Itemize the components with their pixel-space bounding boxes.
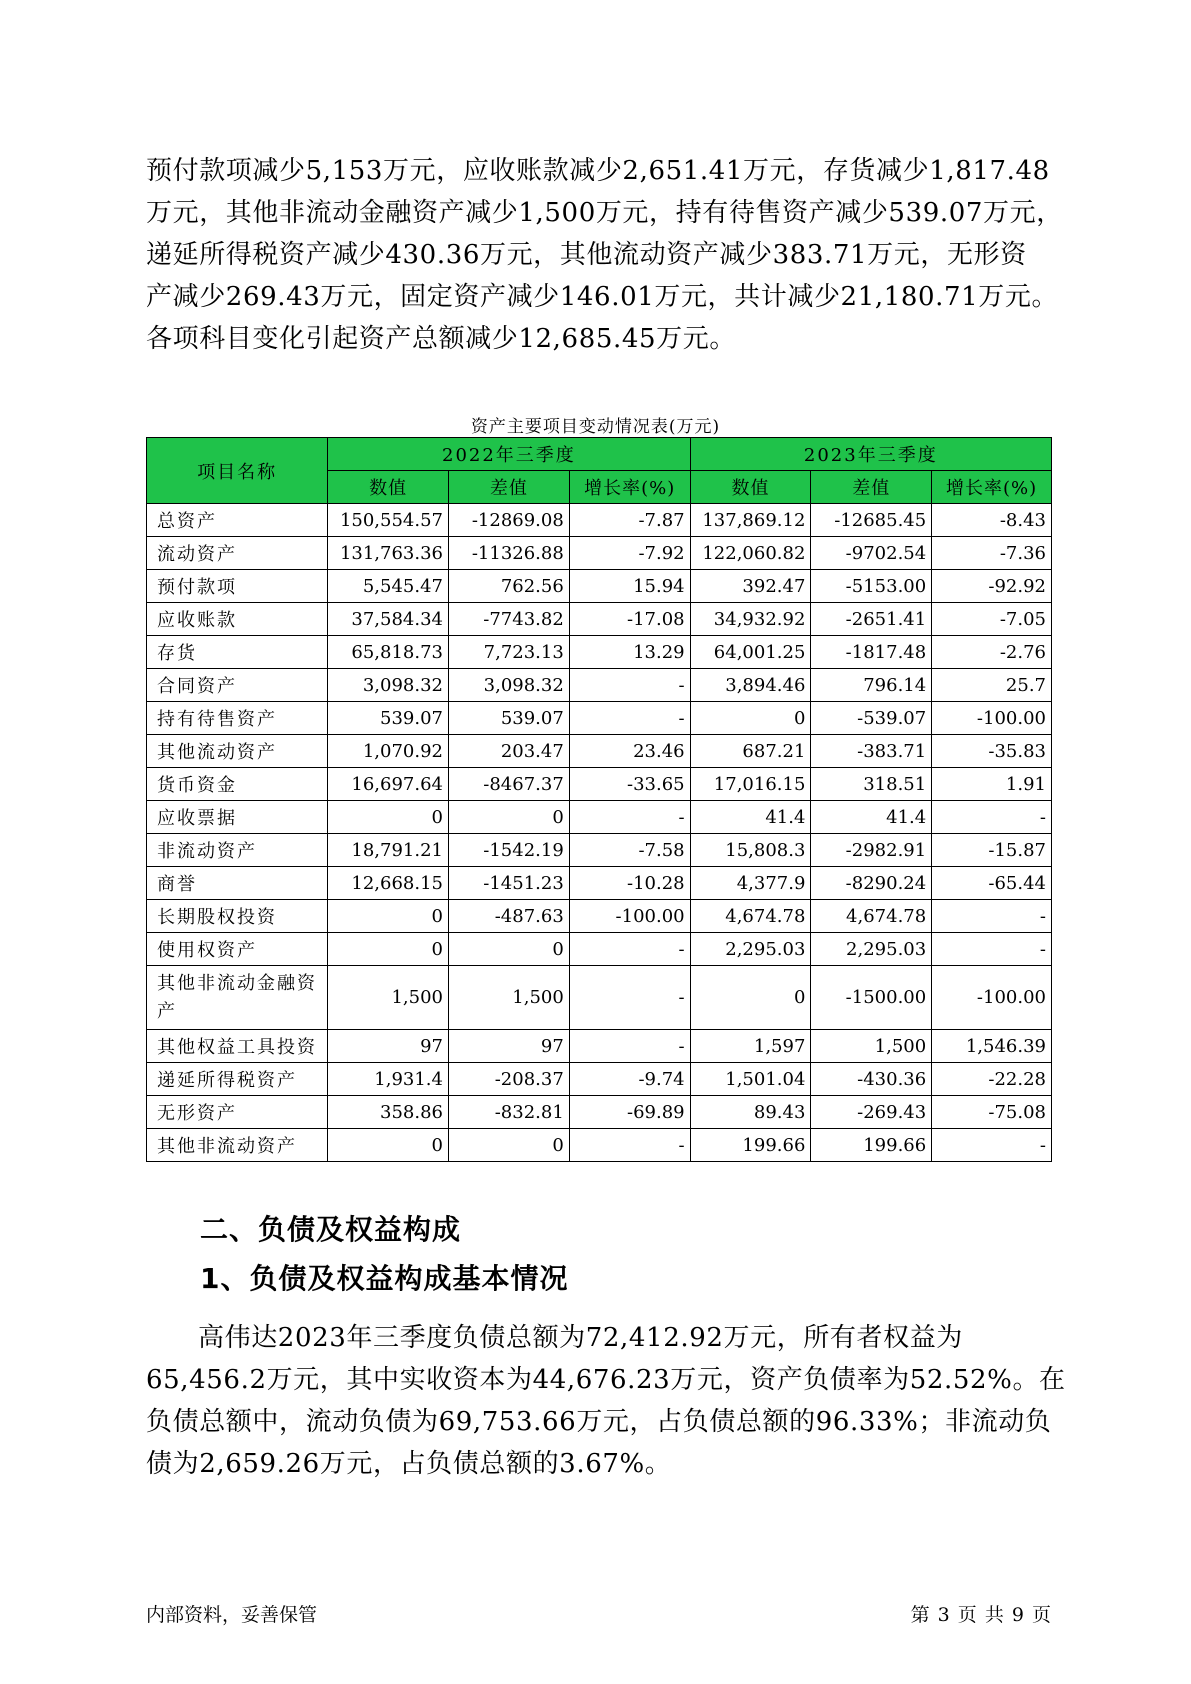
table-cell: 392.47	[690, 570, 811, 603]
table-cell: 16,697.64	[328, 768, 449, 801]
table-cell: -33.65	[569, 768, 690, 801]
table-cell: -	[932, 900, 1052, 933]
row-item-name: 总资产	[147, 504, 328, 537]
table-cell: 796.14	[811, 669, 932, 702]
table-cell: 318.51	[811, 768, 932, 801]
table-cell: 539.07	[328, 702, 449, 735]
table-row	[147, 1096, 1052, 1129]
footer-page-number: 第 3 页 共 9 页	[910, 1604, 1052, 1626]
table-cell: 13.29	[569, 636, 690, 669]
table-cell: 89.43	[690, 1096, 811, 1129]
table-cell: 97	[328, 1030, 449, 1063]
row-item-name: 商誉	[147, 867, 328, 900]
table-cell: 2,295.03	[690, 933, 811, 966]
table-cell: 0	[328, 900, 449, 933]
table-cell: 37,584.34	[328, 603, 449, 636]
table-cell: 41.4	[690, 801, 811, 834]
table-cell: 4,377.9	[690, 867, 811, 900]
table-row	[147, 504, 1052, 537]
paragraph-line: 万元，其他非流动金融资产减少1,500万元，持有待售资产减少539.07万元，	[146, 198, 1063, 228]
table-cell: -430.36	[811, 1063, 932, 1096]
table-cell: -	[932, 1129, 1052, 1162]
table-row	[147, 537, 1052, 570]
table-cell: 1,070.92	[328, 735, 449, 768]
footer-confidential-note: 内部资料，妥善保管	[146, 1604, 318, 1626]
table-cell: 1,546.39	[932, 1030, 1052, 1063]
row-item-name: 存货	[147, 636, 328, 669]
table-row	[147, 834, 1052, 867]
paragraph-line: 递延所得税资产减少430.36万元，其他流动资产减少383.71万元，无形资	[146, 240, 1027, 270]
table-row	[147, 1063, 1052, 1096]
table-cell: 3,098.32	[449, 669, 570, 702]
table-cell: -	[932, 933, 1052, 966]
table-cell: -8290.24	[811, 867, 932, 900]
table-cell: -2982.91	[811, 834, 932, 867]
row-item-name: 其他非流动资产	[147, 1129, 328, 1162]
table-cell: 687.21	[690, 735, 811, 768]
table-row	[147, 867, 1052, 900]
table-cell: -269.43	[811, 1096, 932, 1129]
table-row	[147, 933, 1052, 966]
table-cell: -100.00	[569, 900, 690, 933]
table-row	[147, 636, 1052, 669]
header-diff: 差值	[811, 471, 932, 504]
table-cell: -9702.54	[811, 537, 932, 570]
table-cell: -7.36	[932, 537, 1052, 570]
paragraph-line: 产减少269.43万元，固定资产减少146.01万元，共计减少21,180.71万元。	[146, 282, 1059, 312]
table-cell: 0	[328, 933, 449, 966]
subsection-heading: 1、负债及权益构成基本情况	[200, 1262, 569, 1295]
table-cell: 1,597	[690, 1030, 811, 1063]
table-cell: 1,500	[449, 966, 570, 1030]
row-item-name: 流动资产	[147, 537, 328, 570]
paragraph-line: 负债总额中，流动负债为69,753.66万元，占负债总额的96.33%；非流动负	[146, 1407, 1052, 1437]
table-cell: 1,501.04	[690, 1063, 811, 1096]
table-cell: 0	[449, 933, 570, 966]
table-row	[147, 801, 1052, 834]
table-body	[147, 504, 1052, 1162]
table-row	[147, 603, 1052, 636]
table-cell: -12685.45	[811, 504, 932, 537]
table-cell: 0	[328, 801, 449, 834]
table-cell: 203.47	[449, 735, 570, 768]
table-cell: -	[569, 801, 690, 834]
table-cell: -	[569, 702, 690, 735]
table-cell: 0	[449, 1129, 570, 1162]
paragraph-assets-change	[146, 150, 1063, 360]
table-row	[147, 570, 1052, 603]
paragraph-line: 债为2,659.26万元，占负债总额的3.67%。	[146, 1449, 672, 1479]
table-cell: 131,763.36	[328, 537, 449, 570]
table-cell: -1817.48	[811, 636, 932, 669]
table-cell: 199.66	[811, 1129, 932, 1162]
table-cell: 4,674.78	[811, 900, 932, 933]
row-item-name: 其他权益工具投资	[147, 1030, 328, 1063]
table-title: 资产主要项目变动情况表(万元)	[470, 417, 721, 437]
table-cell: 25.7	[932, 669, 1052, 702]
row-item-name: 递延所得税资产	[147, 1063, 328, 1096]
table-cell: 137,869.12	[690, 504, 811, 537]
table-cell: -9.74	[569, 1063, 690, 1096]
table-cell: -	[569, 966, 690, 1030]
paragraph-line: 65,456.2万元，其中实收资本为44,676.23万元，资产负债率为52.52%。在	[146, 1365, 1066, 1395]
table-cell: 0	[690, 966, 811, 1030]
table-cell: -487.63	[449, 900, 570, 933]
header-period-2022: 2022年三季度	[328, 438, 690, 471]
header-value: 数值	[690, 471, 811, 504]
table-cell: -	[932, 801, 1052, 834]
header-period-2023: 2023年三季度	[690, 438, 1051, 471]
row-item-name: 使用权资产	[147, 933, 328, 966]
table-cell: 65,818.73	[328, 636, 449, 669]
table-cell: -	[569, 933, 690, 966]
table-cell: 1.91	[932, 768, 1052, 801]
table-cell: 4,674.78	[690, 900, 811, 933]
table-cell: -100.00	[932, 966, 1052, 1030]
table-cell: -7743.82	[449, 603, 570, 636]
section-heading: 二、负债及权益构成	[200, 1213, 462, 1246]
table-cell: -	[569, 1129, 690, 1162]
paragraph-line: 预付款项减少5,153万元，应收账款减少2,651.41万元，存货减少1,817.48	[146, 156, 1050, 186]
table-cell: 0	[449, 801, 570, 834]
table-cell: -92.92	[932, 570, 1052, 603]
table-cell: 15.94	[569, 570, 690, 603]
table-cell: 64,001.25	[690, 636, 811, 669]
row-item-name: 预付款项	[147, 570, 328, 603]
table-cell: 358.86	[328, 1096, 449, 1129]
table-row	[147, 900, 1052, 933]
row-item-name: 其他非流动金融资产	[147, 966, 328, 1030]
row-item-name: 其他流动资产	[147, 735, 328, 768]
table-cell: 5,545.47	[328, 570, 449, 603]
table-cell: -	[569, 1030, 690, 1063]
table-cell: -35.83	[932, 735, 1052, 768]
table-cell: 122,060.82	[690, 537, 811, 570]
table-cell: -100.00	[932, 702, 1052, 735]
table-cell: -1542.19	[449, 834, 570, 867]
table-cell: 0	[328, 1129, 449, 1162]
table-cell: -8467.37	[449, 768, 570, 801]
row-item-name: 货币资金	[147, 768, 328, 801]
table-cell: -8.43	[932, 504, 1052, 537]
table-cell: 0	[690, 702, 811, 735]
row-item-name: 应收票据	[147, 801, 328, 834]
table-cell: -7.92	[569, 537, 690, 570]
table-cell: 12,668.15	[328, 867, 449, 900]
table-cell: -11326.88	[449, 537, 570, 570]
table-cell: -1500.00	[811, 966, 932, 1030]
table-cell: 15,808.3	[690, 834, 811, 867]
header-item-name: 项目名称	[147, 438, 328, 504]
table-cell: 3,894.46	[690, 669, 811, 702]
row-item-name: 长期股权投资	[147, 900, 328, 933]
row-item-name: 无形资产	[147, 1096, 328, 1129]
table-cell: -12869.08	[449, 504, 570, 537]
assets-change-table	[146, 437, 1052, 1162]
table-row	[147, 1030, 1052, 1063]
paragraph-line: 各项科目变化引起资产总额减少12,685.45万元。	[146, 324, 736, 354]
table-cell: 41.4	[811, 801, 932, 834]
table-cell: -7.87	[569, 504, 690, 537]
table-cell: 3,098.32	[328, 669, 449, 702]
table-cell: 23.46	[569, 735, 690, 768]
table-cell: -69.89	[569, 1096, 690, 1129]
table-cell: -2.76	[932, 636, 1052, 669]
table-cell: 1,500	[328, 966, 449, 1030]
table-cell: 2,295.03	[811, 933, 932, 966]
table-cell: -832.81	[449, 1096, 570, 1129]
table-cell: 34,932.92	[690, 603, 811, 636]
table-cell: 762.56	[449, 570, 570, 603]
header-diff: 差值	[449, 471, 570, 504]
paragraph-liabilities	[146, 1317, 1066, 1485]
table-cell: 150,554.57	[328, 504, 449, 537]
header-value: 数值	[328, 471, 449, 504]
table-cell: -208.37	[449, 1063, 570, 1096]
row-item-name: 合同资产	[147, 669, 328, 702]
table-cell: -5153.00	[811, 570, 932, 603]
table-cell: -65.44	[932, 867, 1052, 900]
table-row	[147, 966, 1052, 1030]
table-row	[147, 669, 1052, 702]
table-cell: -	[569, 669, 690, 702]
table-cell: -10.28	[569, 867, 690, 900]
table-cell: 7,723.13	[449, 636, 570, 669]
paragraph-line: 高伟达2023年三季度负债总额为72,412.92万元，所有者权益为	[198, 1323, 963, 1353]
table-cell: 1,931.4	[328, 1063, 449, 1096]
table-cell: -7.05	[932, 603, 1052, 636]
row-item-name: 非流动资产	[147, 834, 328, 867]
header-growth: 增长率(%)	[569, 471, 690, 504]
table-cell: -75.08	[932, 1096, 1052, 1129]
table-cell: 1,500	[811, 1030, 932, 1063]
table-row	[147, 702, 1052, 735]
table-cell: -7.58	[569, 834, 690, 867]
table-cell: 97	[449, 1030, 570, 1063]
table-cell: -539.07	[811, 702, 932, 735]
table-row	[147, 735, 1052, 768]
table-cell: 17,016.15	[690, 768, 811, 801]
table-cell: -17.08	[569, 603, 690, 636]
table-cell: -2651.41	[811, 603, 932, 636]
table-row	[147, 768, 1052, 801]
table-cell: -22.28	[932, 1063, 1052, 1096]
row-item-name: 持有待售资产	[147, 702, 328, 735]
table-cell: 18,791.21	[328, 834, 449, 867]
table-row	[147, 1129, 1052, 1162]
table-cell: 199.66	[690, 1129, 811, 1162]
table-cell: -383.71	[811, 735, 932, 768]
table-cell: -1451.23	[449, 867, 570, 900]
table-cell: -15.87	[932, 834, 1052, 867]
table-cell: 539.07	[449, 702, 570, 735]
row-item-name: 应收账款	[147, 603, 328, 636]
header-growth: 增长率(%)	[932, 471, 1052, 504]
